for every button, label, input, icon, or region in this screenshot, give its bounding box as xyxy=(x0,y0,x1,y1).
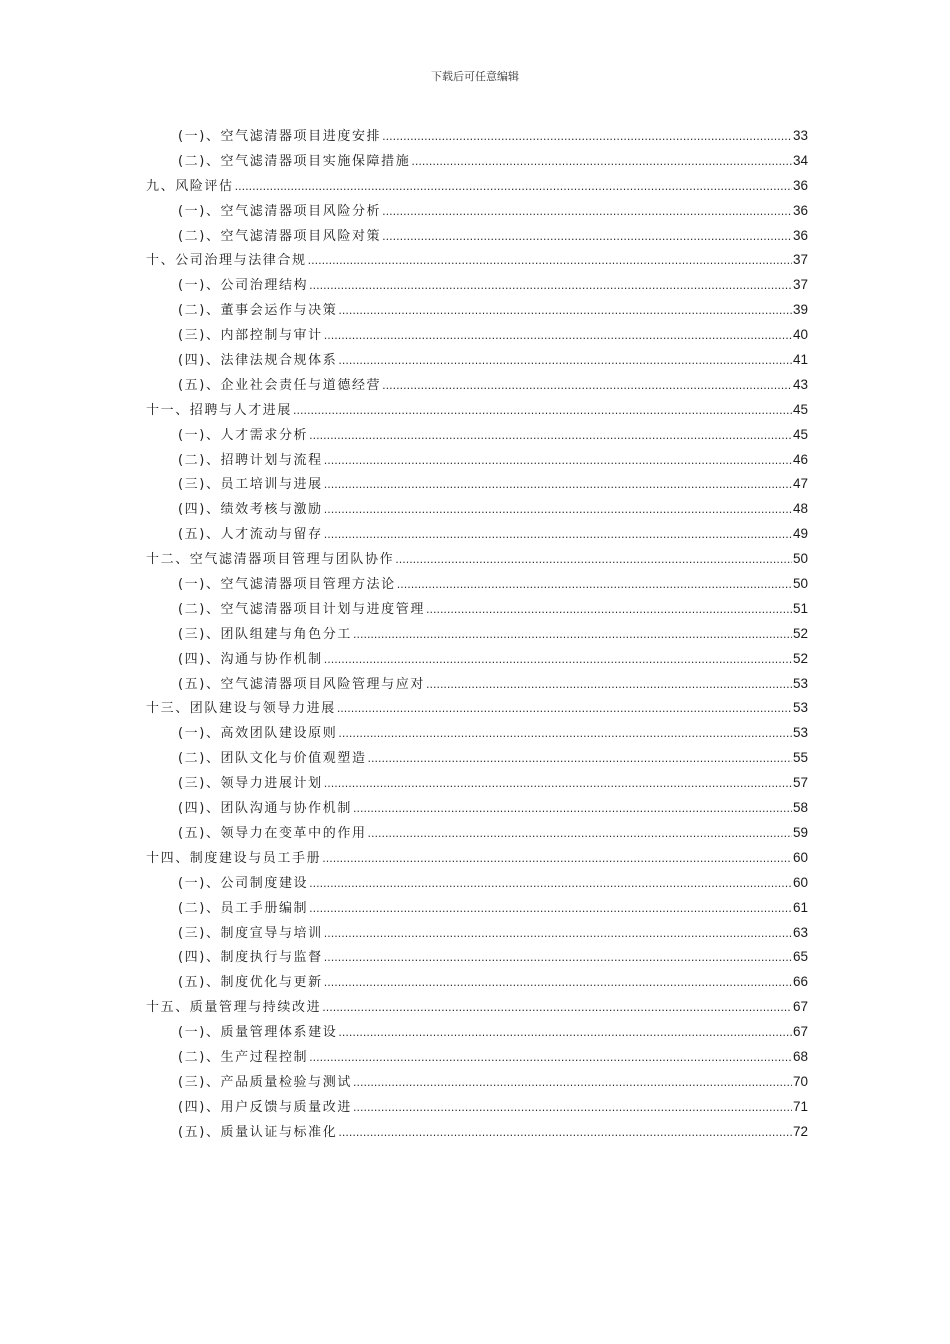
toc-section-entry[interactable] xyxy=(146,150,808,175)
toc-entry-title: (一)、人才需求分析 xyxy=(178,427,309,443)
toc-entry-title: 十一、招聘与人才进展 xyxy=(146,402,293,418)
toc-page-number: 36 xyxy=(792,177,808,193)
toc-entry-title: 十五、质量管理与持续改进 xyxy=(146,1000,322,1016)
toc-dot-leader xyxy=(353,1076,792,1089)
toc-entry-title: (四)、团队沟通与协作机制 xyxy=(178,801,352,817)
toc-section-entry[interactable] xyxy=(146,1121,808,1146)
toc-dot-leader xyxy=(382,230,792,243)
toc-dot-leader xyxy=(309,1051,792,1064)
toc-page-number: 36 xyxy=(792,227,808,243)
toc-dot-leader xyxy=(309,877,792,890)
toc-dot-leader xyxy=(324,329,792,342)
toc-section-entry[interactable] xyxy=(146,623,808,648)
toc-dot-leader xyxy=(382,205,792,218)
toc-entry-title: 十、公司治理与法律合规 xyxy=(146,253,307,269)
toc-page-number: 51 xyxy=(792,600,808,616)
toc-section-entry[interactable] xyxy=(146,747,808,772)
toc-section-entry[interactable] xyxy=(146,225,808,250)
toc-section-entry[interactable] xyxy=(146,673,808,698)
toc-page-number: 46 xyxy=(792,451,808,467)
toc-entry-title: (二)、团队文化与价值观塑造 xyxy=(178,751,367,767)
toc-section-entry[interactable] xyxy=(146,822,808,847)
toc-chapter-entry[interactable] xyxy=(146,548,808,573)
toc-dot-leader xyxy=(337,702,792,715)
toc-page-number: 63 xyxy=(792,924,808,940)
toc-entry-title: (一)、空气滤清器项目进度安排 xyxy=(178,129,382,144)
toc-dot-leader xyxy=(324,478,792,491)
toc-entry-title: (二)、员工手册编制 xyxy=(178,900,309,916)
toc-dot-leader xyxy=(324,454,792,467)
toc-dot-leader xyxy=(338,1026,792,1039)
toc-entry-title: (四)、绩效考核与激励 xyxy=(178,502,323,518)
toc-dot-leader xyxy=(324,653,792,666)
toc-page-number: 68 xyxy=(792,1048,808,1064)
toc-dot-leader xyxy=(426,678,792,691)
toc-page-number: 50 xyxy=(792,576,808,592)
toc-dot-leader xyxy=(411,155,792,168)
toc-entry-title: (二)、空气滤清器项目计划与进度管理 xyxy=(178,601,425,617)
toc-section-entry[interactable] xyxy=(146,1071,808,1096)
toc-section-entry[interactable] xyxy=(146,722,808,747)
toc-dot-leader xyxy=(235,180,792,193)
toc-dot-leader xyxy=(308,254,792,267)
toc-page-number: 53 xyxy=(792,725,808,741)
toc-section-entry[interactable] xyxy=(146,872,808,897)
toc-section-entry[interactable] xyxy=(146,274,808,299)
toc-page-number: 43 xyxy=(792,376,808,392)
toc-section-entry[interactable] xyxy=(146,523,808,548)
toc-entry-title: (四)、法律法规合规体系 xyxy=(178,353,338,369)
toc-dot-leader xyxy=(324,528,792,541)
toc-page-number: 70 xyxy=(792,1073,808,1089)
toc-page-number: 55 xyxy=(792,750,808,766)
toc-entry-title: (五)、人才流动与留存 xyxy=(178,527,323,543)
toc-entry-title: (三)、内部控制与审计 xyxy=(178,328,323,344)
toc-page-number: 53 xyxy=(792,700,808,716)
toc-page-number: 34 xyxy=(792,152,808,168)
toc-entry-title: (五)、空气滤清器项目风险管理与应对 xyxy=(178,676,425,692)
toc-page-number: 61 xyxy=(792,899,808,915)
toc-dot-leader xyxy=(324,976,792,989)
toc-entry-title: (五)、企业社会责任与道德经营 xyxy=(178,377,382,393)
toc-entry-title: (五)、制度优化与更新 xyxy=(178,975,323,991)
toc-dot-leader xyxy=(353,802,792,815)
toc-page-number: 39 xyxy=(792,302,808,318)
toc-dot-leader xyxy=(426,603,792,616)
toc-page-number: 41 xyxy=(792,352,808,368)
toc-page-number: 60 xyxy=(792,849,808,865)
toc-page-number: 36 xyxy=(792,202,808,218)
toc-page-number: 47 xyxy=(792,476,808,492)
toc-entry-title: 九、风险评估 xyxy=(146,178,234,194)
toc-section-entry[interactable] xyxy=(146,573,808,598)
toc-section-entry[interactable] xyxy=(146,922,808,947)
toc-entry-title: (四)、制度执行与监督 xyxy=(178,950,323,966)
toc-section-entry[interactable] xyxy=(146,897,808,922)
toc-dot-leader xyxy=(397,578,792,591)
toc-entry-title: (三)、领导力进展计划 xyxy=(178,776,323,792)
toc-entry-title: (四)、沟通与协作机制 xyxy=(178,651,323,667)
toc-chapter-entry[interactable] xyxy=(146,996,808,1021)
toc-page-number: 65 xyxy=(792,949,808,965)
toc-page-number: 58 xyxy=(792,800,808,816)
toc-entry-title: (五)、质量认证与标准化 xyxy=(178,1124,338,1140)
toc-dot-leader xyxy=(338,727,792,740)
toc-entry-title: 十二、空气滤清器项目管理与团队协作 xyxy=(146,552,395,568)
toc-section-entry[interactable] xyxy=(146,598,808,623)
toc-page-number: 37 xyxy=(792,277,808,293)
toc-entry-title: (一)、公司治理结构 xyxy=(178,278,309,294)
toc-page-number: 33 xyxy=(792,128,808,143)
toc-dot-leader xyxy=(324,951,792,964)
toc-chapter-entry[interactable] xyxy=(146,175,808,200)
toc-entry-title: (二)、空气滤清器项目风险对策 xyxy=(178,228,382,244)
toc-dot-leader xyxy=(368,827,792,840)
toc-chapter-entry[interactable] xyxy=(146,399,808,424)
toc-section-entry[interactable] xyxy=(146,125,808,150)
toc-section-entry[interactable] xyxy=(146,797,808,822)
toc-dot-leader xyxy=(309,279,792,292)
toc-page-number: 45 xyxy=(792,426,808,442)
toc-page-number: 71 xyxy=(792,1098,808,1114)
toc-page-number: 59 xyxy=(792,824,808,840)
toc-page-number: 49 xyxy=(792,526,808,542)
toc-section-entry[interactable] xyxy=(146,498,808,523)
toc-dot-leader xyxy=(322,1001,792,1014)
toc-page-number: 40 xyxy=(792,327,808,343)
toc-section-entry[interactable] xyxy=(146,946,808,971)
toc-dot-leader xyxy=(309,429,792,442)
toc-chapter-entry[interactable] xyxy=(146,697,808,722)
toc-page-number: 52 xyxy=(792,650,808,666)
toc-section-entry[interactable] xyxy=(146,200,808,225)
toc-entry-title: (二)、董事会运作与决策 xyxy=(178,303,338,319)
toc-dot-leader xyxy=(338,354,792,367)
toc-section-entry[interactable] xyxy=(146,1021,808,1046)
toc-section-entry[interactable] xyxy=(146,648,808,673)
toc-dot-leader xyxy=(353,628,792,641)
toc-entry-title: (五)、领导力在变革中的作用 xyxy=(178,825,367,841)
toc-entry-title: (三)、员工培训与进展 xyxy=(178,477,323,493)
toc-dot-leader xyxy=(382,379,792,392)
toc-dot-leader xyxy=(338,1126,792,1139)
toc-section-entry[interactable] xyxy=(146,971,808,996)
toc-page-number: 66 xyxy=(792,974,808,990)
toc-section-entry[interactable] xyxy=(146,424,808,449)
toc-chapter-entry[interactable] xyxy=(146,249,808,274)
toc-section-entry[interactable] xyxy=(146,473,808,498)
toc-entry-title: (一)、空气滤清器项目风险分析 xyxy=(178,203,382,219)
toc-section-entry[interactable] xyxy=(146,349,808,374)
toc-entry-title: (一)、公司制度建设 xyxy=(178,875,309,891)
toc-page-number: 53 xyxy=(792,675,808,691)
toc-dot-leader xyxy=(309,902,792,915)
toc-page-number: 67 xyxy=(792,1024,808,1040)
toc-entry-title: (三)、产品质量检验与测试 xyxy=(178,1074,352,1090)
toc-dot-leader xyxy=(324,503,792,516)
toc-page-number: 45 xyxy=(792,401,808,417)
toc-section-entry[interactable] xyxy=(146,1046,808,1071)
toc-page-number: 72 xyxy=(792,1123,808,1139)
toc-page-number: 50 xyxy=(792,551,808,567)
toc-page-number: 60 xyxy=(792,874,808,890)
toc-entry-title: (三)、制度宣导与培训 xyxy=(178,925,323,941)
toc-dot-leader xyxy=(322,852,792,865)
toc-entry-title: (四)、用户反馈与质量改进 xyxy=(178,1099,352,1115)
toc-section-entry[interactable] xyxy=(146,299,808,324)
toc-section-entry[interactable] xyxy=(146,449,808,474)
toc-page-number: 67 xyxy=(792,999,808,1015)
toc-entry-title: 十四、制度建设与员工手册 xyxy=(146,850,322,866)
toc-dot-leader xyxy=(324,777,792,790)
toc-entry-title: 十三、团队建设与领导力进展 xyxy=(146,701,336,717)
toc-chapter-entry[interactable] xyxy=(146,847,808,872)
toc-section-entry[interactable] xyxy=(146,1096,808,1121)
toc-entry-title: (一)、空气滤清器项目管理方法论 xyxy=(178,577,396,593)
toc-entry-title: (二)、招聘计划与流程 xyxy=(178,452,323,468)
toc-entry-title: (一)、质量管理体系建设 xyxy=(178,1025,338,1041)
toc-entry-title: (一)、高效团队建设原则 xyxy=(178,726,338,742)
toc-section-entry[interactable] xyxy=(146,324,808,349)
toc-entry-title: (二)、生产过程控制 xyxy=(178,1049,309,1065)
page-header-note: 下载后可任意编辑 xyxy=(431,70,519,83)
toc-dot-leader xyxy=(338,304,792,317)
toc-entry-title: (三)、团队组建与角色分工 xyxy=(178,626,352,642)
toc-page-number: 52 xyxy=(792,625,808,641)
toc-dot-leader xyxy=(368,752,792,765)
toc-dot-leader xyxy=(395,553,792,566)
toc-dot-leader xyxy=(382,130,792,143)
toc-section-entry[interactable] xyxy=(146,374,808,399)
toc-entry-title: (二)、空气滤清器项目实施保障措施 xyxy=(178,153,411,169)
toc-page-number: 48 xyxy=(792,501,808,517)
toc-page-number: 37 xyxy=(792,252,808,268)
toc-section-entry[interactable] xyxy=(146,772,808,797)
toc-dot-leader xyxy=(353,1101,792,1114)
toc-dot-leader xyxy=(324,927,792,940)
toc-page-number: 57 xyxy=(792,775,808,791)
table-of-contents xyxy=(146,125,808,1146)
toc-dot-leader xyxy=(293,404,792,417)
